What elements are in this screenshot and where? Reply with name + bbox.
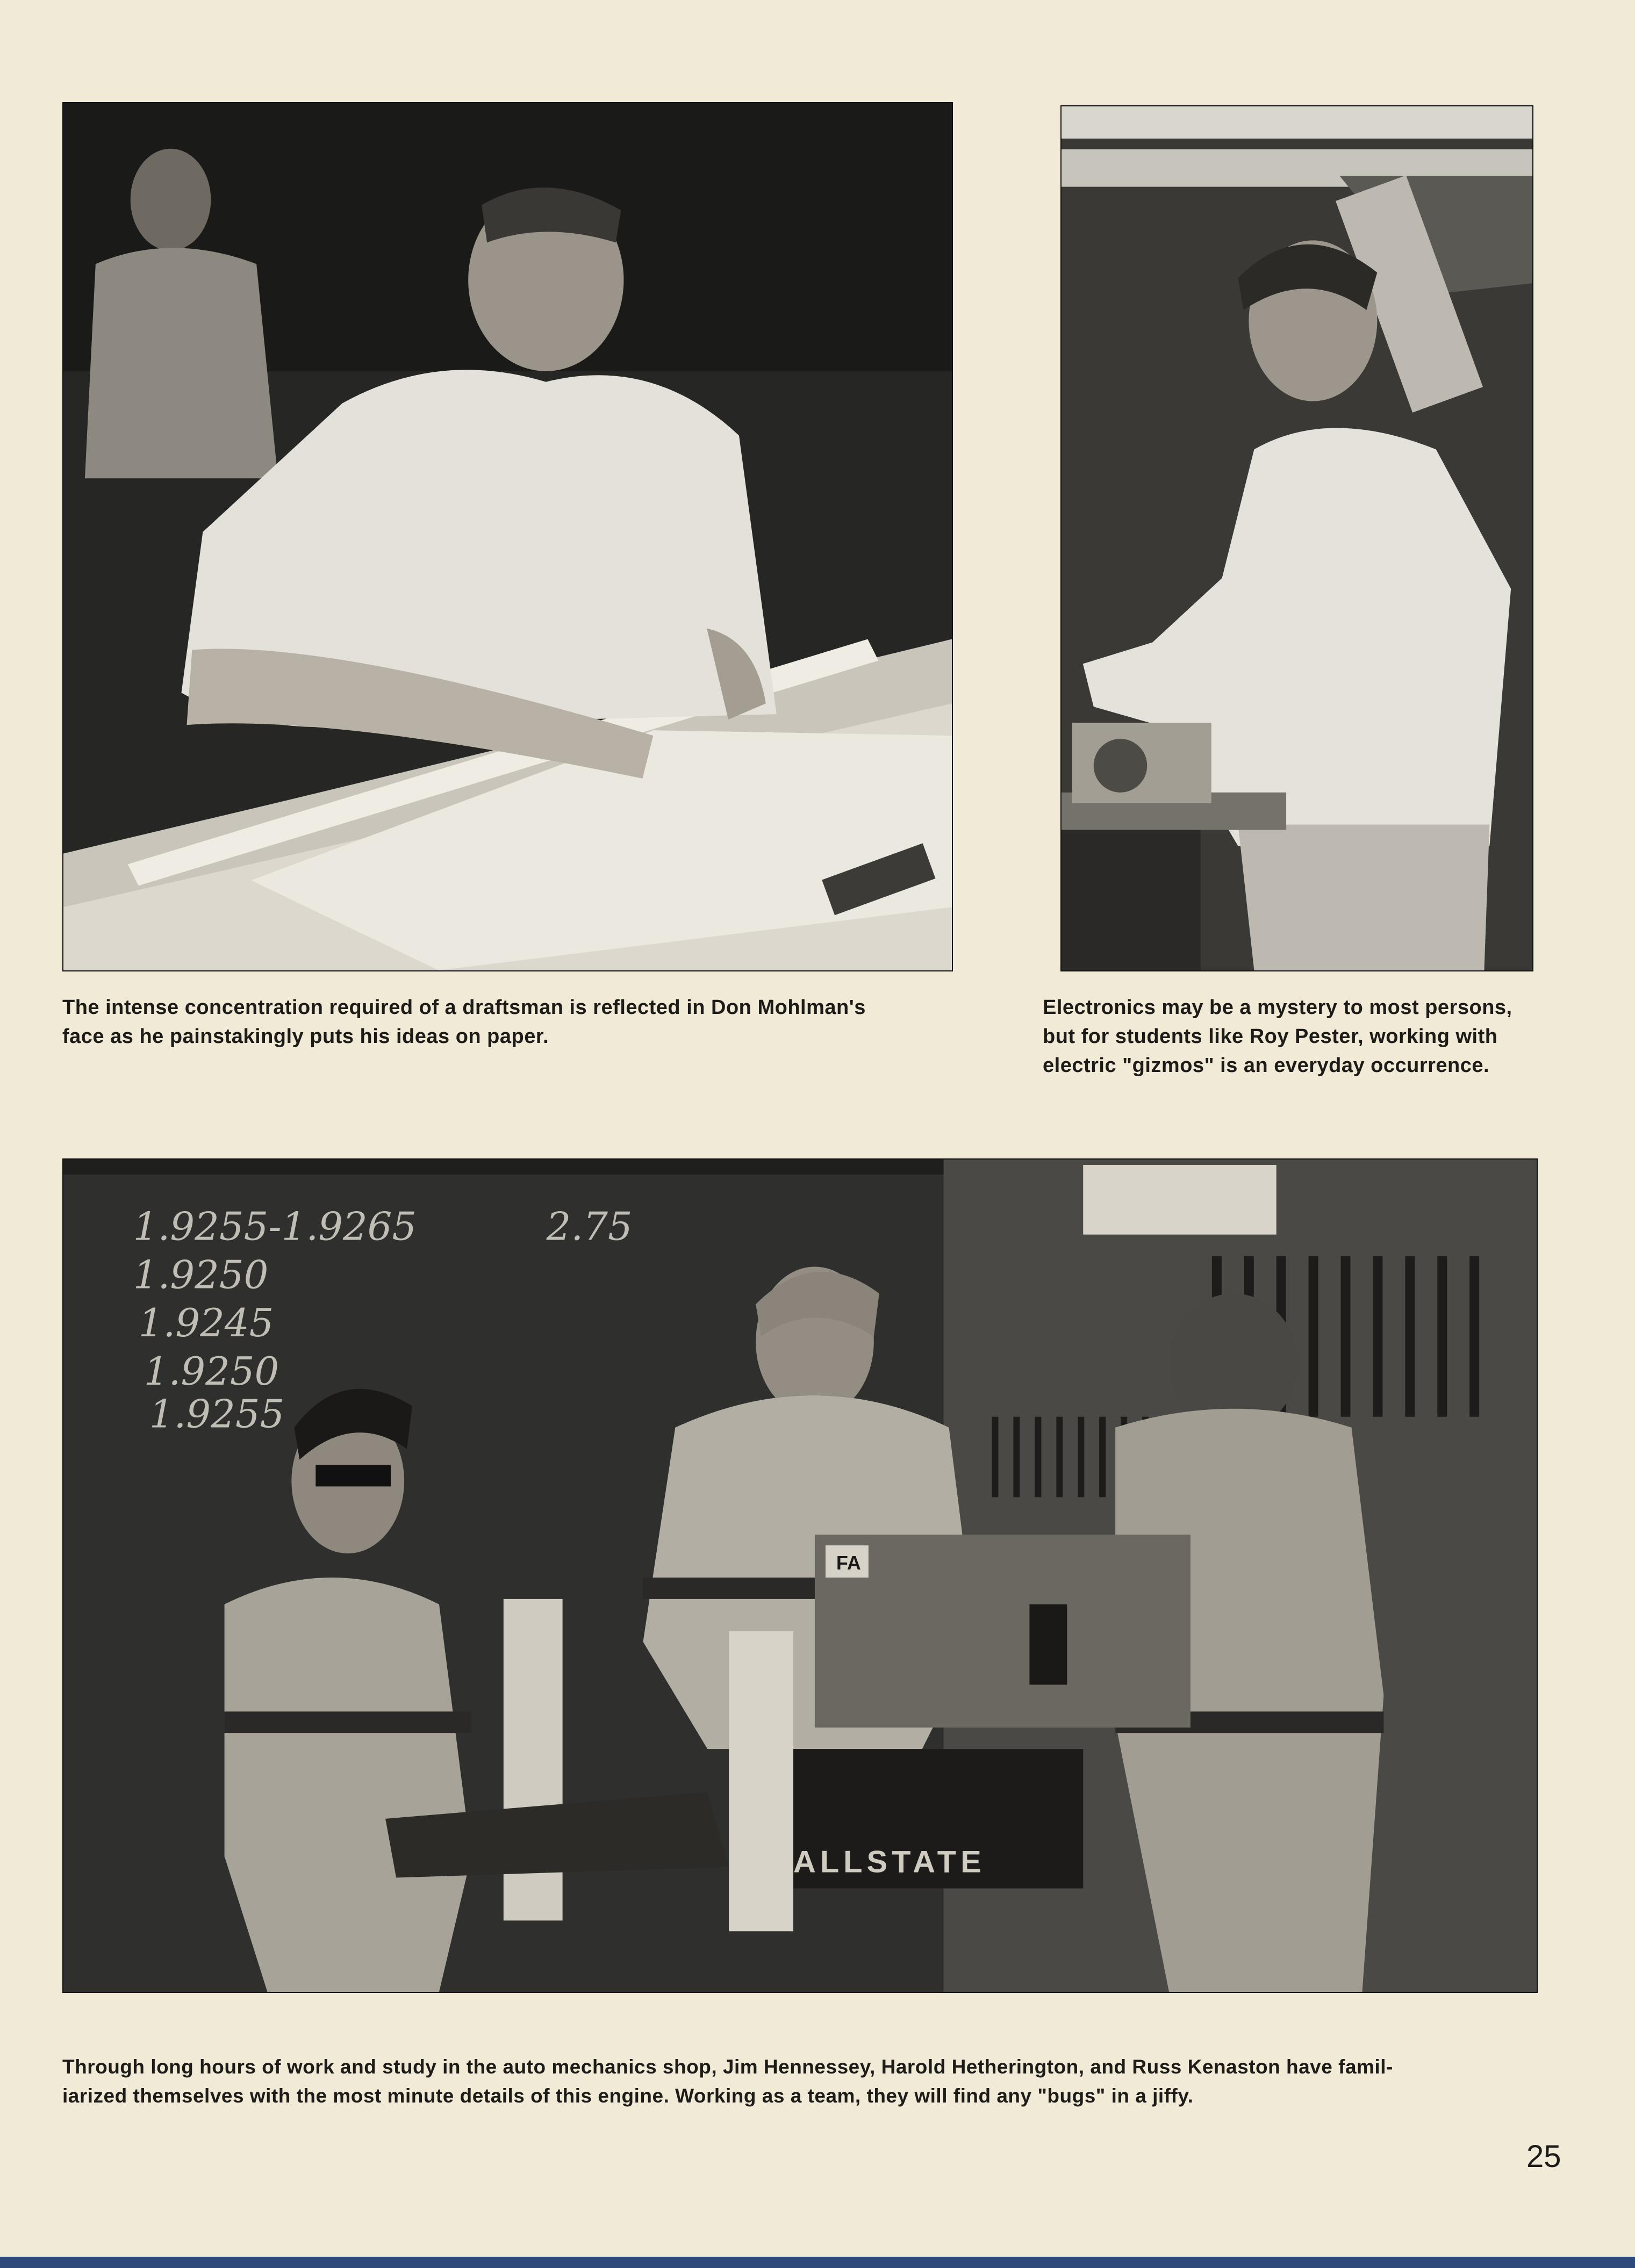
auto-shop-photo-graphic — [63, 1160, 1537, 1992]
draftsman-photo — [62, 102, 953, 971]
electronics-photo-graphic — [1062, 106, 1532, 970]
caption-line: electric "gizmos" is an everyday occurrence. — [1043, 1054, 1490, 1077]
auto-shop-photo — [62, 1158, 1538, 1993]
chalk-line: 1.9255-1.9265 — [133, 1204, 417, 1249]
caption-line: The intense concentration required of a draftsman is reflected in Don Mohlman's — [62, 996, 866, 1019]
caption-line: face as he painstakingly puts his ideas on paper. — [62, 1025, 549, 1048]
draftsman-caption — [62, 993, 965, 1051]
engine-tag-text: FA — [836, 1552, 861, 1574]
page-number: 25 — [1526, 2139, 1561, 2174]
page-edge-band — [0, 2257, 1635, 2268]
chalk-line: 1.9255 — [149, 1391, 285, 1437]
chalk-line: 1.9250 — [133, 1252, 269, 1298]
caption-line: Through long hours of work and study in the auto mechanics shop, Jim Hennessey, Harold Hetherington, and Russ Kenaston have famil- — [62, 2056, 1393, 2078]
battery-label: ALLSTATE — [793, 1845, 986, 1880]
caption-line: Electronics may be a mystery to most persons, — [1043, 996, 1512, 1019]
electronics-photo — [1060, 105, 1533, 971]
chalk-line: 1.9245 — [138, 1300, 274, 1346]
caption-line: iarized themselves with the most minute details of this engine. Working as a team, they will find any "bugs" in a jiffy. — [62, 2085, 1194, 2107]
chalk-line: 2.75 — [546, 1204, 633, 1249]
electronics-caption — [1043, 993, 1540, 1080]
auto-shop-caption — [62, 2053, 1557, 2111]
chalk-line: 1.9250 — [144, 1348, 279, 1394]
caption-line: but for students like Roy Pester, working with — [1043, 1025, 1498, 1048]
draftsman-photo-graphic — [63, 103, 952, 970]
